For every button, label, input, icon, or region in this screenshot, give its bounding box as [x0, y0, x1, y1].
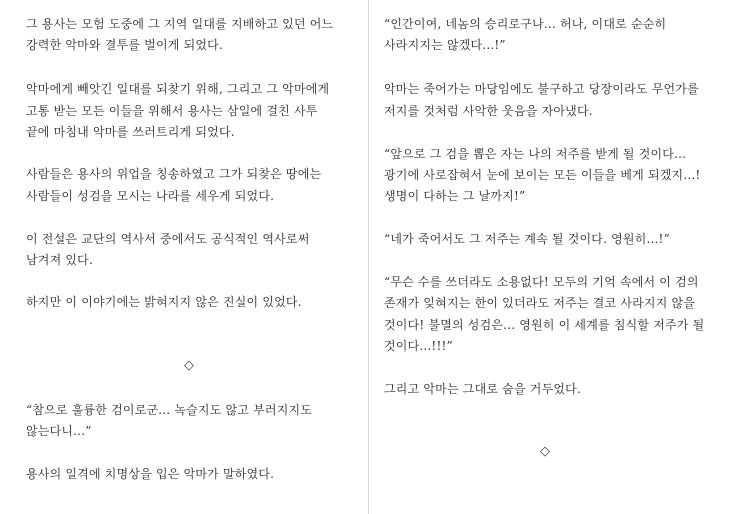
right-line-13: 그리고 악마는 그대로 숨을 거두었다.: [384, 382, 581, 396]
left-line-1: 그 용사는 모험 도중에 그 지역 일대를 지배하고 있던 어느: [26, 17, 334, 31]
right-line-12: 것이다...!!!”: [384, 339, 453, 353]
left-line-5: 끝에 마침내 악마를 쓰러트리게 되었다.: [26, 125, 235, 139]
left-line-7: 사람들이 성검을 모시는 나라를 세우게 되었다.: [26, 189, 275, 203]
right-line-7: 생명이 다하는 그 날까지!”: [384, 189, 526, 203]
left-line-4: 고통 받는 모든 이들을 위해서 용사는 삼일에 걸친 사투: [26, 104, 318, 118]
left-line-12: 않는다니...”: [26, 424, 92, 438]
left-line-6: 사람들은 용사의 위업을 칭송하였고 그가 되찾은 땅에는: [26, 167, 322, 181]
right-section-separator: ◇: [540, 444, 550, 459]
right-page: [369, 0, 736, 514]
left-line-8: 이 전설은 교단의 역사서 중에서도 공식적인 역사로써: [26, 232, 310, 246]
left-line-11: “참으로 훌륭한 검이로군... 녹슬지도 않고 부러지지도: [26, 403, 313, 417]
right-line-4: 저지를 것처럼 사악한 웃음을 자아냈다.: [384, 104, 593, 118]
left-line-2: 강력한 악마와 결투를 벌이게 되었다.: [26, 38, 223, 52]
left-section-separator: ◇: [184, 358, 194, 373]
left-line-13: 용사의 일격에 치명상을 입은 악마가 말하였다.: [26, 467, 275, 481]
right-line-9: “무슨 수를 쓰더라도 소용없다! 모두의 기억 속에서 이 검의: [384, 275, 699, 289]
right-line-5: “앞으로 그 검을 뽑은 자는 나의 저주를 받게 될 것이다...: [384, 147, 687, 161]
right-line-2: 사라지지는 않겠다...!”: [384, 38, 506, 52]
right-line-6: 광기에 사로잡혀서 눈에 보이는 모든 이들을 베게 되겠지...!: [384, 168, 701, 182]
left-line-10: 하지만 이 이야기에는 밝혀지지 않은 진실이 있었다.: [26, 295, 302, 309]
right-line-3: 악마는 죽어가는 마당임에도 불구하고 당장이라도 무언가를: [384, 82, 699, 96]
left-line-3: 악마에게 빼앗긴 일대를 되찾기 위해, 그리고 그 악마에게: [26, 82, 330, 96]
right-line-8: “네가 죽어서도 그 저주는 계속 될 것이다. 영원히...!”: [384, 232, 670, 246]
right-line-11: 것이다! 불멸의 성검은... 영원히 이 세계를 침식할 저주가 될: [384, 318, 705, 332]
left-line-9: 남겨져 있다.: [26, 253, 93, 267]
right-line-10: 존재가 잊혀지는 한이 있더라도 저주는 결코 사라지지 않을: [384, 296, 696, 310]
right-line-1: “인간이여, 네놈의 승리로구나... 허나, 이대로 순순히: [384, 17, 667, 31]
